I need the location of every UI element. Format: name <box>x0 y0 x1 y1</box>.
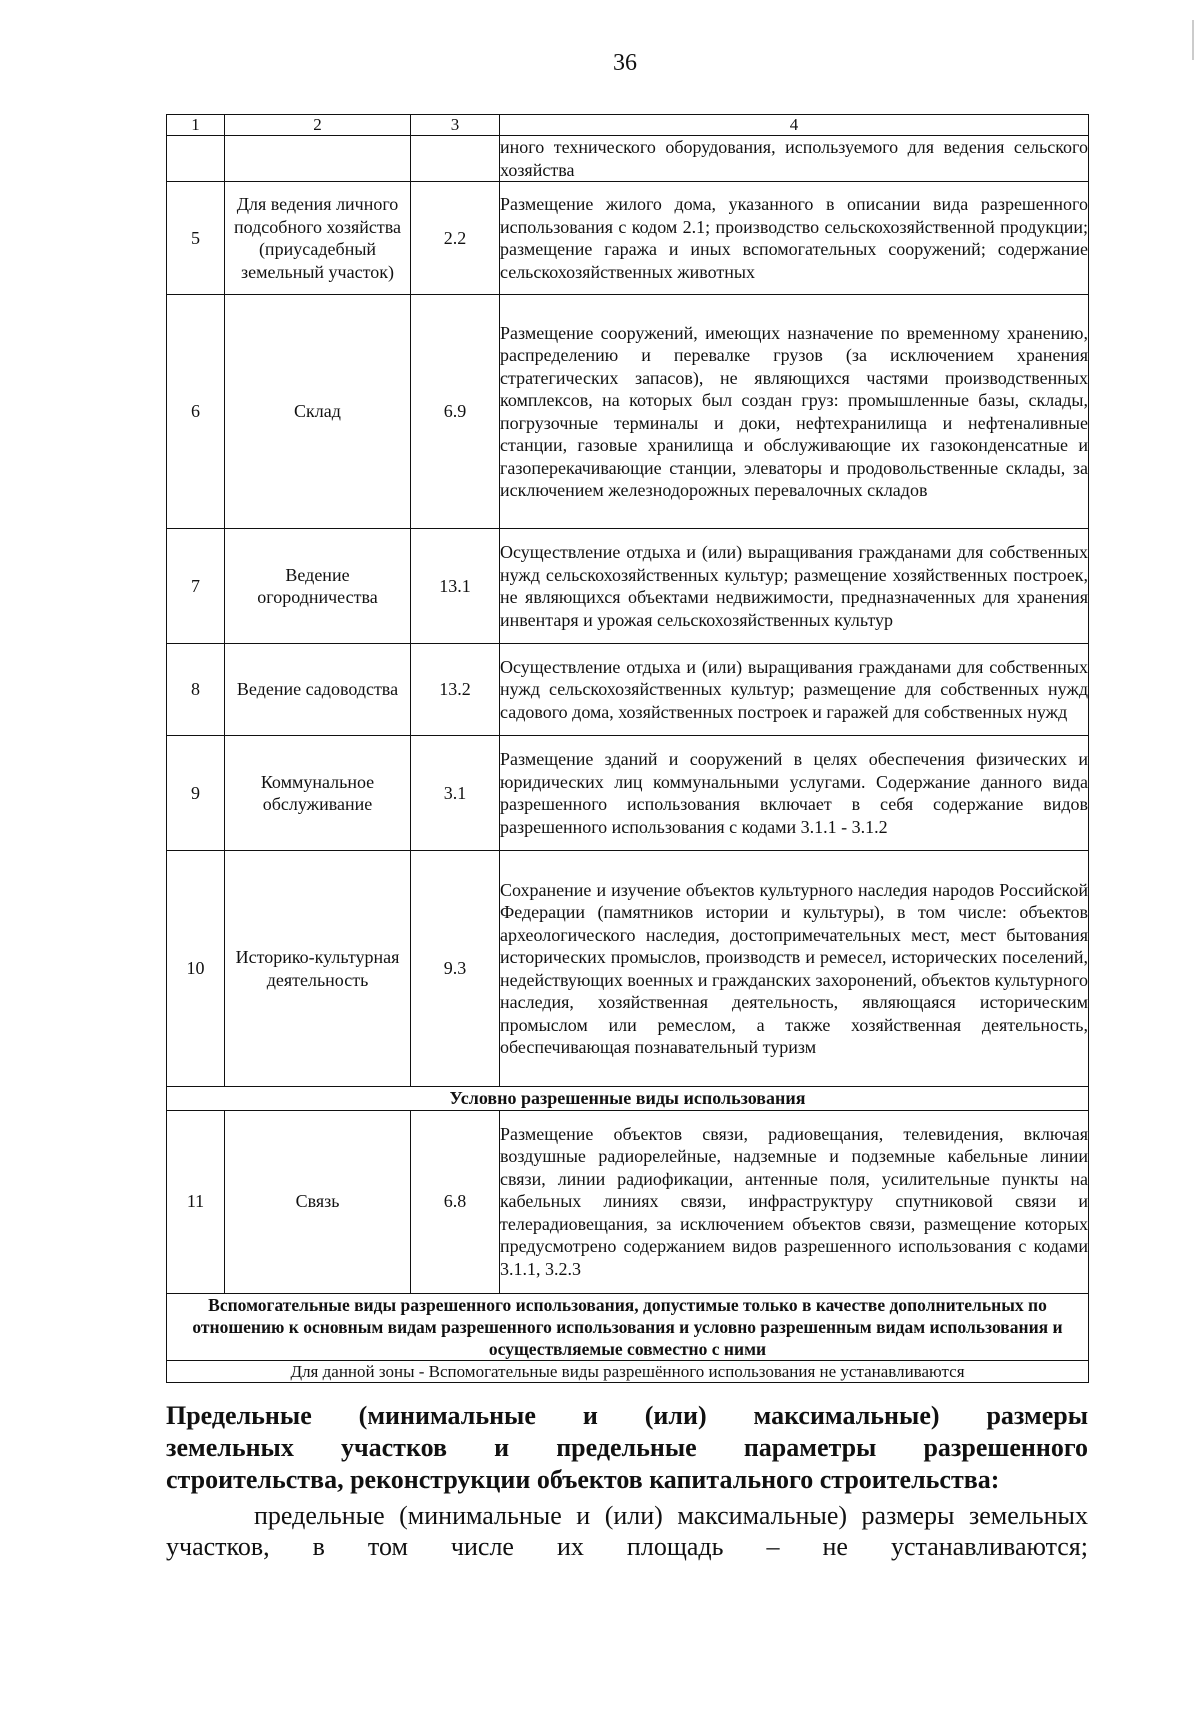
row-code: 3.1 <box>411 736 500 851</box>
table-row <box>167 1110 1089 1293</box>
row-code: 6.8 <box>411 1110 500 1293</box>
row-number: 9 <box>167 736 225 851</box>
row-use-name: Ведение садоводства <box>225 644 411 736</box>
section-heading-line-2: земельных участков и предельные параметры разрешенного <box>166 1433 1088 1462</box>
table-header-row <box>167 115 1089 136</box>
row-description: Размещение жилого дома, указанного в описании вида разрешенного использования с кодом 2.1; производство сельскохозяйственной продукции; размещение гаража и иных вспомогательных сооружений; содержание сельскохозяйственных животных <box>500 182 1089 295</box>
row-description: Осуществление отдыха и (или) выращивания гражданами для собственных нужд сельскохозяйственных культур; размещение хозяйственных построек, не являющихся объектами недвижимости, предназначенных для хранения инвентаря и урожая сельскохозяйственных культур <box>500 529 1089 644</box>
header-col-4: 4 <box>500 115 1089 136</box>
header-col-3: 3 <box>411 115 500 136</box>
section-heading-line-1: Предельные (минимальные и (или) максимальные) размеры <box>166 1401 1088 1430</box>
row-code: 2.2 <box>411 182 500 295</box>
auxiliary-section-row <box>167 1293 1089 1360</box>
auxiliary-note-row <box>167 1360 1089 1382</box>
conditional-section-title: Условно разрешенные виды использования <box>167 1087 1089 1111</box>
table-row <box>167 644 1089 736</box>
row-number: 5 <box>167 182 225 295</box>
conditional-section-row <box>167 1087 1089 1111</box>
row-use-name: Историко-культурная деятельность <box>225 851 411 1087</box>
table-row <box>167 295 1089 529</box>
row-description: Сохранение и изучение объектов культурного наследия народов Российской Федерации (памятников истории и культуры), в том числе: объектов археологического наследия, достопримечательных мест, мест бытования исторических промыслов, производств и ремесел, исторических поселений, недействующих военных и гражданских захоронений, объектов культурного наследия, хозяйственная деятельность, являющаяся историческим промыслом или ремеслом, а также хозяйственная деятельность, обеспечивающая познавательный туризм <box>500 851 1089 1087</box>
row-code: 13.2 <box>411 644 500 736</box>
header-col-1: 1 <box>167 115 225 136</box>
row-description: Размещение сооружений, имеющих назначение по временному хранению, распределению и перевалке грузов (за исключением хранения стратегических запасов), не являющихся частями производственных комплексов, на которых был создан груз: промышленные базы, склады, погрузочные терминалы и доки, нефтехранилища и нефтеналивные станции, газовые хранилища и обслуживающие их газоконденсатные и газоперекачивающие станции, элеваторы и продовольственные склады, за исключением железнодорожных перевалочных складов <box>500 295 1089 529</box>
header-col-2: 2 <box>225 115 411 136</box>
table-row <box>167 182 1089 295</box>
table-row <box>167 136 1089 182</box>
row-number: 7 <box>167 529 225 644</box>
body-paragraph: предельные (минимальные и (или) максимальные) размеры земельных участков, в том числе их площадь – не устанавливаются; <box>166 1501 1088 1561</box>
land-use-table <box>166 114 1089 1383</box>
row-code: 13.1 <box>411 529 500 644</box>
row-code: 9.3 <box>411 851 500 1087</box>
row-description: Осуществление отдыха и (или) выращивания гражданами для собственных нужд сельскохозяйственных культур; размещение для собственных нужд садового дома, хозяйственных построек и гаражей для собственных нужд <box>500 644 1089 736</box>
page-number: 36 <box>613 50 637 76</box>
row-description: Размещение зданий и сооружений в целях обеспечения физических и юридических лиц коммунальными услугами. Содержание данного вида разрешенного использования включает в себя содержание видов разрешенного использования с кодами 3.1.1 - 3.1.2 <box>500 736 1089 851</box>
row-code: 6.9 <box>411 295 500 529</box>
section-heading-line-3: строительства, реконструкции объектов капитального строительства: <box>166 1465 1000 1494</box>
row-code <box>411 136 500 182</box>
table-row <box>167 851 1089 1087</box>
table-row <box>167 736 1089 851</box>
row-description: иного технического оборудования, используемого для ведения сельского хозяйства <box>500 137 1088 180</box>
row-use-name <box>225 136 411 182</box>
auxiliary-note: Для данной зоны - Вспомогательные виды разрешённого использования не устанавливаются <box>167 1360 1089 1382</box>
row-description: Размещение объектов связи, радиовещания, телевидения, включая воздушные радиорелейные, надземные и подземные кабельные линии связи, линии радиофикации, антенные поля, усилительные пункты на кабельных линиях связи, инфраструктуру спутниковой связи и телерадиовещания, за исключением объектов связи, размещение которых предусмотрено содержанием видов разрешенного использования с кодами 3.1.1, 3.2.3 <box>500 1110 1089 1293</box>
row-use-name: Коммунальное обслуживание <box>225 736 411 851</box>
row-number <box>167 136 225 182</box>
row-use-name: Ведение огородничества <box>225 529 411 644</box>
row-use-name: Связь <box>225 1110 411 1293</box>
row-number: 11 <box>167 1110 225 1293</box>
row-use-name: Склад <box>225 295 411 529</box>
row-number: 8 <box>167 644 225 736</box>
row-number: 6 <box>167 295 225 529</box>
table-row <box>167 529 1089 644</box>
auxiliary-section-title: Вспомогательные виды разрешенного использования, допустимые только в качестве дополнительных по отношению к основным видам разрешенного использования и условно разрешенным видам использования и осуществляемые совместно с ними <box>167 1293 1089 1360</box>
row-use-name: Для ведения личного подсобного хозяйства (приусадебный земельный участок) <box>225 182 411 295</box>
land-use-table-container <box>166 114 1088 1383</box>
row-number: 10 <box>167 851 225 1087</box>
